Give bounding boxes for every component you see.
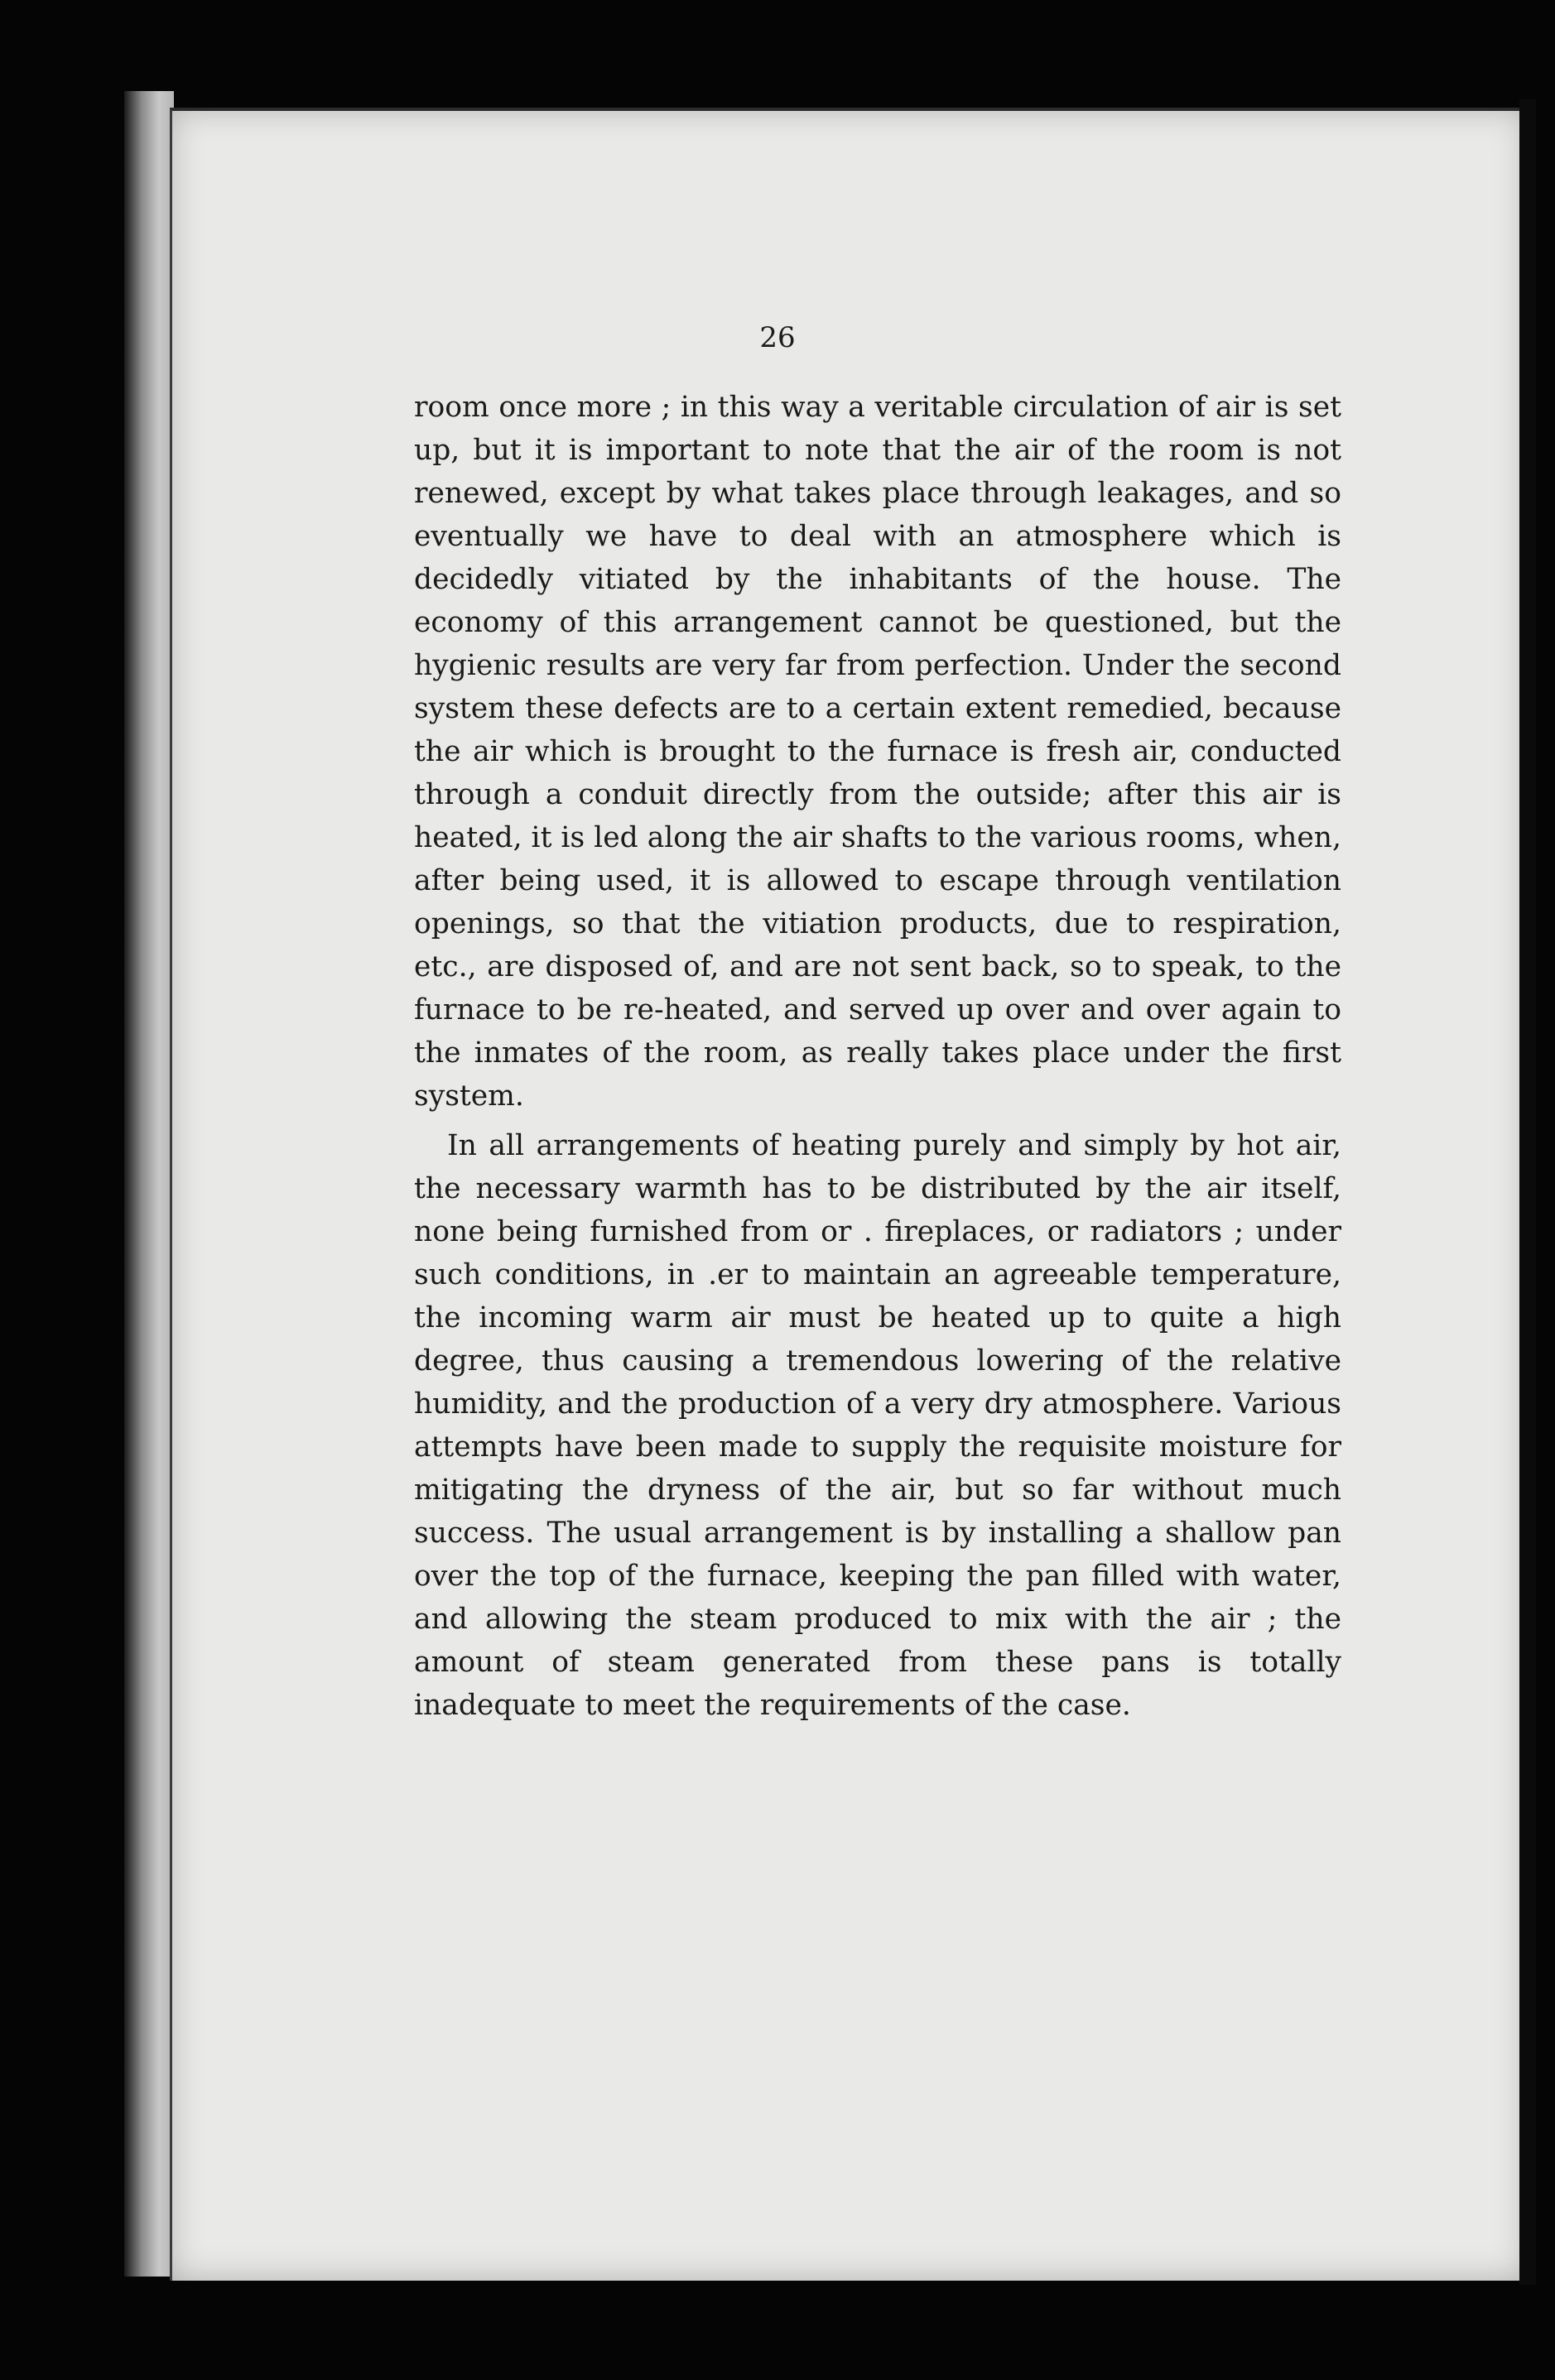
book-binding-edge <box>124 91 174 2277</box>
paragraph-1: room once more ; in this way a veritable circulation of air is set up, but it is important to note that the air of the room is not renewed, except by what takes place through leakages, and so eventually we have to deal with an atmosphere which is decidedly vitiated by the inhabitants of the house. The economy of this arrangement cannot be questioned, but the hygienic results are very far from perfection. Under the second system these defects are to a certain extent remedied, because the air which is brought to the furnace is fresh air, conducted through a conduit directly from the outside; after this air is heated, it is led along the air shafts to the various rooms, when, after being used, it is allowed to escape through ventilation openings, so that the vitiation products, due to respiration, etc., are disposed of, and are not sent back, so to speak, to the furnace to be re-heated, and served up over and over again to the inmates of the room, as really takes place under the first system. <box>414 391 1341 1113</box>
paragraph-2: In all arrangements of heating purely and simply by hot air, the necessary warmth has to be distributed by the air itself, none being furnished from or . fireplaces, or radiators ; under such conditions, in .er to maintain an agreeable temperature, the incoming warm air must be heated up to quite a high degree, thus causing a tremendous lowering of the relative humidity, and the production of a very dry atmosphere. Various attempts have been made to supply the requisite moisture for mitigating the dryness of the air, but so far without much success. The usual arrangement is by installing a shallow pan over the top of the furnace, keeping the pan filled with water, and allowing the steam produced to mix with the air ; the amount of steam generated from these pans is totally inadequate to meet the requirements of the case. <box>414 1129 1341 1722</box>
body-text <box>414 386 1341 1727</box>
page-right-edge <box>1519 99 1536 2285</box>
page-number: 26 <box>759 321 796 354</box>
